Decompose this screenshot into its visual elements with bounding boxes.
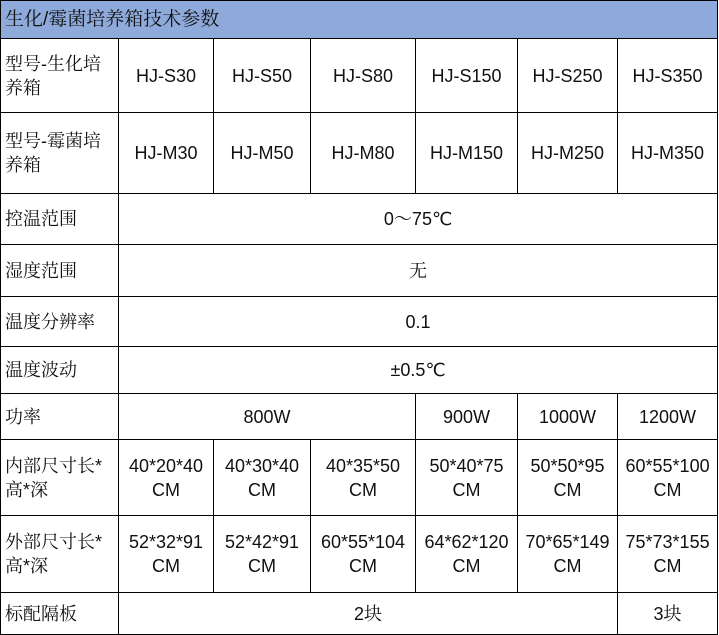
cell: HJ-S80: [311, 39, 416, 113]
row-label: 内部尺寸长*高*深: [1, 440, 119, 516]
cell: 40*30*40 CM: [214, 440, 311, 516]
cell: HJ-S150: [416, 39, 518, 113]
cell: ±0.5℃: [119, 347, 718, 394]
table-row: [1, 516, 718, 593]
row-label: 标配隔板: [1, 593, 119, 635]
row-label: 外部尺寸长*高*深: [1, 516, 119, 593]
cell: 800W: [119, 394, 416, 440]
cell: 50*50*95 CM: [518, 440, 618, 516]
cell: 0～75℃: [119, 194, 718, 245]
cell: HJ-M150: [416, 113, 518, 194]
table-title: 生化/霉菌培养箱技术参数: [1, 1, 718, 39]
table-row: [1, 39, 718, 113]
cell: 60*55*100 CM: [618, 440, 718, 516]
table-row: [1, 113, 718, 194]
cell: HJ-S250: [518, 39, 618, 113]
cell: 无: [119, 245, 718, 297]
row-label: 温度分辨率: [1, 297, 119, 347]
cell: HJ-M50: [214, 113, 311, 194]
cell: 70*65*149 CM: [518, 516, 618, 593]
cell: HJ-M80: [311, 113, 416, 194]
cell: 40*35*50 CM: [311, 440, 416, 516]
cell: 60*55*104 CM: [311, 516, 416, 593]
table-row: [1, 245, 718, 297]
cell: 64*62*120 CM: [416, 516, 518, 593]
cell: 2块: [119, 593, 618, 635]
cell: 75*73*155 CM: [618, 516, 718, 593]
row-label: 型号-生化培养箱: [1, 39, 119, 113]
cell: HJ-M30: [119, 113, 214, 194]
cell: 3块: [618, 593, 718, 635]
table-row: [1, 194, 718, 245]
cell: HJ-M350: [618, 113, 718, 194]
cell: 40*20*40 CM: [119, 440, 214, 516]
cell: HJ-S50: [214, 39, 311, 113]
cell: 900W: [416, 394, 518, 440]
row-label: 温度波动: [1, 347, 119, 394]
cell: 52*42*91 CM: [214, 516, 311, 593]
table-row: [1, 593, 718, 635]
cell: HJ-S30: [119, 39, 214, 113]
table-row: [1, 394, 718, 440]
row-label: 型号-霉菌培养箱: [1, 113, 119, 194]
table-row: [1, 440, 718, 516]
cell: 1200W: [618, 394, 718, 440]
row-label: 控温范围: [1, 194, 119, 245]
cell: HJ-M250: [518, 113, 618, 194]
cell: HJ-S350: [618, 39, 718, 113]
cell: 50*40*75 CM: [416, 440, 518, 516]
row-label: 功率: [1, 394, 119, 440]
cell: 1000W: [518, 394, 618, 440]
cell: 0.1: [119, 297, 718, 347]
table-row: [1, 297, 718, 347]
table-row: [1, 347, 718, 394]
cell: 52*32*91 CM: [119, 516, 214, 593]
row-label: 湿度范围: [1, 245, 119, 297]
